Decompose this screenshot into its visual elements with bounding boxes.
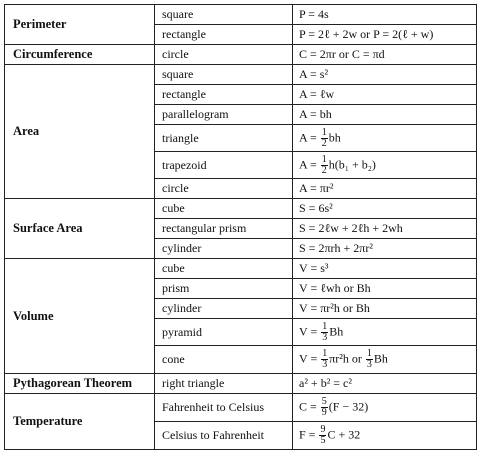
formula-suffix: (F − 32)	[328, 399, 369, 414]
fraction-numerator: 1	[322, 320, 328, 332]
fraction-denominator: 2	[321, 164, 327, 176]
category-cell: Circumference	[5, 45, 155, 65]
formula-cell: V = s³	[293, 259, 477, 279]
fraction-denominator: 3	[322, 359, 328, 370]
shape-cell: trapezoid	[155, 152, 293, 179]
table-row	[5, 394, 477, 422]
shape-cell: cube	[155, 199, 293, 219]
formula-cell: V = ℓwh or Bh	[293, 279, 477, 299]
category-cell: Volume	[5, 259, 155, 374]
formula-prefix: F =	[299, 427, 319, 442]
formula-cell: V = πr²h or Bh	[293, 299, 477, 319]
category-cell: Pythagorean Theorem	[5, 374, 155, 394]
table-row	[5, 199, 477, 219]
fraction	[321, 128, 328, 149]
shape-cell: parallelogram	[155, 105, 293, 125]
shape-cell: pyramid	[155, 319, 293, 346]
shape-cell: circle	[155, 179, 293, 199]
fraction	[366, 349, 373, 370]
fraction-numerator: 9	[320, 424, 326, 435]
fraction	[321, 397, 328, 418]
formula-cell: C = 2πr or C = πd	[293, 45, 477, 65]
formula-cell	[293, 319, 477, 346]
formula-suffix: bh	[328, 129, 341, 144]
formula-cell: A = s²	[293, 65, 477, 85]
fraction-numerator: 5	[321, 396, 327, 407]
formula-cell	[293, 394, 477, 422]
shape-cell: Fahrenheit to Celsius	[155, 394, 293, 422]
formula-sheet	[4, 4, 476, 450]
fraction-denominator: 9	[321, 407, 327, 418]
category-cell: Temperature	[5, 394, 155, 450]
shape-cell: Celsius to Fahrenheit	[155, 422, 293, 450]
shape-cell: cone	[155, 346, 293, 374]
table-row	[5, 5, 477, 25]
shape-cell: cylinder	[155, 299, 293, 319]
shape-cell: rectangular prism	[155, 219, 293, 239]
shape-cell: rectangle	[155, 85, 293, 105]
formula-cell: a² + b² = c²	[293, 374, 477, 394]
fraction-denominator: 5	[320, 435, 326, 446]
shape-cell: cube	[155, 259, 293, 279]
formula-prefix: V =	[299, 351, 321, 366]
fraction	[321, 322, 328, 343]
formula-table	[4, 4, 477, 450]
fraction	[321, 155, 328, 176]
fraction	[319, 425, 326, 446]
fraction-numerator: 1	[366, 348, 372, 359]
fraction-denominator: 3	[366, 359, 372, 370]
formula-cell: S = 2πrh + 2πr²	[293, 239, 477, 259]
table-row	[5, 45, 477, 65]
table-row	[5, 65, 477, 85]
formula-prefix: A =	[299, 156, 320, 171]
formula-suffix: Bh	[329, 323, 344, 338]
formula-cell: A = πr²	[293, 179, 477, 199]
formula-cell: A = bh	[293, 105, 477, 125]
formula-suffix: C + 32	[327, 427, 361, 442]
formula-cell: A = ℓw	[293, 85, 477, 105]
formula-cell	[293, 346, 477, 374]
formula-cell	[293, 422, 477, 450]
shape-cell: right triangle	[155, 374, 293, 394]
table-row	[5, 259, 477, 279]
formula-middle: πr²h or	[329, 351, 365, 366]
shape-cell: square	[155, 5, 293, 25]
shape-cell: prism	[155, 279, 293, 299]
formula-prefix: V =	[299, 323, 321, 338]
fraction-denominator: 2	[321, 137, 327, 149]
formula-prefix: C =	[299, 399, 320, 414]
table-row	[5, 374, 477, 394]
formula-prefix: A =	[299, 129, 320, 144]
category-cell: Surface Area	[5, 199, 155, 259]
shape-cell: cylinder	[155, 239, 293, 259]
fraction	[321, 349, 328, 370]
fraction-denominator: 3	[322, 331, 328, 343]
formula-cell: P = 2ℓ + 2w or P = 2(ℓ + w)	[293, 25, 477, 45]
formula-cell: P = 4s	[293, 5, 477, 25]
shape-cell: circle	[155, 45, 293, 65]
fraction-numerator: 1	[321, 126, 327, 138]
category-cell: Perimeter	[5, 5, 155, 45]
formula-cell: S = 2ℓw + 2ℓh + 2wh	[293, 219, 477, 239]
formula-suffix: h(b₁ + b₂)	[328, 156, 376, 171]
formula-cell: S = 6s²	[293, 199, 477, 219]
category-cell: Area	[5, 65, 155, 199]
shape-cell: triangle	[155, 125, 293, 152]
formula-suffix: Bh	[373, 351, 388, 366]
formula-cell	[293, 125, 477, 152]
fraction-numerator: 1	[321, 153, 327, 165]
shape-cell: rectangle	[155, 25, 293, 45]
shape-cell: square	[155, 65, 293, 85]
fraction-numerator: 1	[322, 348, 328, 359]
formula-cell	[293, 152, 477, 179]
